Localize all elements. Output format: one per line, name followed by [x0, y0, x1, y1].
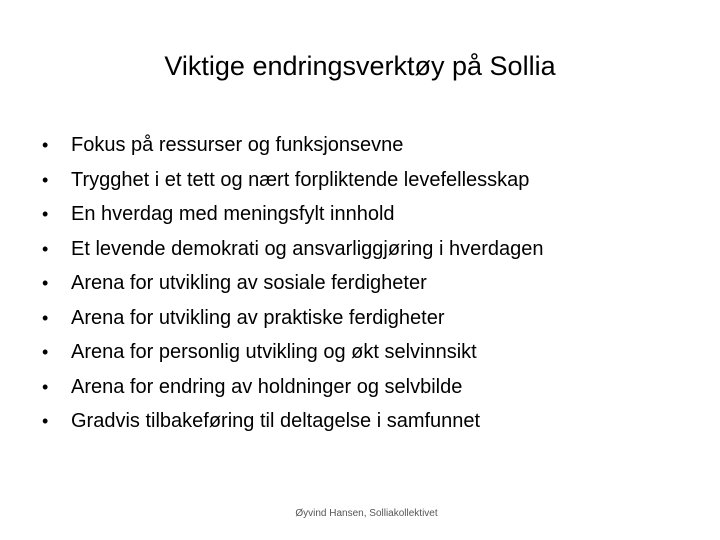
bullet-text: Arena for personlig utvikling og økt selvinnsikt — [71, 341, 477, 363]
bullet-item — [40, 232, 700, 267]
bullet-text: En hverdag med meningsfylt innhold — [71, 203, 395, 225]
bullet-marker: • — [42, 307, 49, 328]
bullet-item — [40, 404, 700, 439]
bullet-item — [40, 335, 700, 370]
bullet-list — [40, 128, 700, 439]
bullet-marker: • — [42, 273, 49, 293]
bullet-marker: • — [42, 376, 49, 397]
bullet-text: Arena for endring av holdninger og selvbilde — [71, 375, 463, 398]
bullet-text: Et levende demokrati og ansvarliggjøring i hverdagen — [71, 237, 544, 260]
bullet-marker: • — [42, 411, 49, 431]
bullet-marker: • — [42, 169, 49, 190]
bullet-text: Gradvis tilbakeføring til deltagelse i samfunnet — [71, 410, 481, 432]
bullet-marker: • — [42, 342, 49, 362]
slide-footer: Øyvind Hansen, Solliakollektivet — [295, 508, 438, 519]
bullet-marker: • — [42, 204, 49, 224]
bullet-item — [40, 197, 700, 232]
bullet-item — [40, 266, 700, 301]
slide-title: Viktige endringsverktøy på Sollia — [164, 51, 556, 81]
bullet-item — [40, 370, 700, 405]
bullet-text: Arena for utvikling av praktiske ferdigheter — [71, 306, 445, 329]
bullet-text: Arena for utvikling av sosiale ferdigheter — [71, 272, 427, 294]
bullet-item — [40, 128, 700, 163]
bullet-text: Fokus på ressurser og funksjonsevne — [71, 134, 404, 156]
bullet-text: Trygghet i et tett og nært forpliktende levefellesskap — [71, 168, 530, 191]
bullet-item — [40, 163, 700, 198]
bullet-marker: • — [42, 135, 49, 155]
bullet-item — [40, 301, 700, 336]
bullet-marker: • — [42, 238, 49, 259]
